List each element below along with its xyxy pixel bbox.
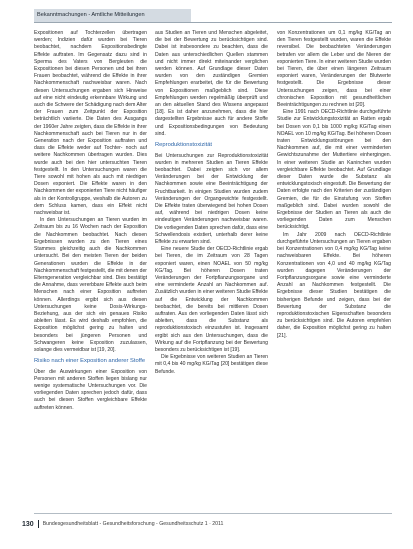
text-column-3 (277, 30, 391, 519)
footer-rule (34, 513, 392, 514)
body-paragraph: Über die Auswirkungen einer Exposition von Personen mit anderen Stoffen liegen bislang nur wenige systematische Untersuchungen vor. Die vorliegenden Daten sprechen jedoch dafür, dass auch bei diesen Stoffen vergleichbare Effekte auftreten können. (34, 368, 147, 411)
body-paragraph: Bei Untersuchungen zur Reproduktionstoxizität wurden in mehreren Studien an Tieren Effekte beobachtet. Dabei zeigten sich vor allem Veränderungen bei der Entwicklung der Nachkommen sowie eine Beeinträchtigung der Fruchtbarkeit. In einigen Studien wurden zudem Veränderungen der Organgewichte festgestellt. Die Effekte traten überwiegend bei hohen Dosen auf, während bei niedrigen Dosen keine eindeutigen Veränderungen nachweisbar waren. Die vorliegenden Daten sprechen dafür, dass eine Schwellendosis existiert, unterhalb derer keine Effekte zu erwarten sind. (155, 152, 268, 245)
text-column-1 (34, 30, 147, 519)
section-heading: Reproduktionstoxizität (155, 142, 213, 149)
body-paragraph: Eine 1991 nach OECD-Richtlinie durchgeführte Studie zur Entwicklungstoxizität an Ratten ergab bei Dosen von 0,1 bis 1000 mg/kg KG/Tag einen NOAEL von 10 mg/kg KG/Tag. Bei höheren Dosen traten Entwicklungsstörungen bei den Nachkommen auf, die mit einer verminderten Gewichtszunahme der Muttertiere einhergingen. In einer weiteren Studie an Kaninchen wurden vergleichbare Effekte beobachtet. Auf Grundlage dieser Daten wurde die Substanz als entwicklungstoxisch eingestuft. Die Bewertung der Daten erfolgte nach den Kriterien der zuständigen Gremien, die für die Einstufung von Stoffen maßgeblich sind. Dabei wurden sowohl die Ergebnisse der Studien an Tieren als auch die vorliegenden Daten zum Menschen berücksichtigt. (277, 109, 391, 231)
header-rule (34, 22, 392, 23)
body-paragraph: aus Studien an Tieren und Menschen abgeleitet, die bei der Bewertung zu berücksichtigen sind. Dabei ist insbesondere zu beachten, dass die Daten aus unterschiedlichen Quellen stammen und nicht immer direkt miteinander verglichen werden können. Auf Grundlage dieser Daten wurden von den zuständigen Gremien Empfehlungen erarbeitet, die für die Bewertung von Expositionen maßgeblich sind. Diese Empfehlungen werden regelmäßig überprüft und an den aktuellen Stand des Wissens angepasst [18]. Es ist daher anzunehmen, dass die hier dargestellten Ergebnisse auch für andere Stoffe und Expositionsbedingungen von Bedeutung sind. (155, 30, 268, 137)
section-header: Bekanntmachungen - Amtliche Mitteilungen (34, 9, 191, 22)
page-number: 130 (22, 520, 34, 528)
body-paragraph: Expositionen auf Tochterzellen übertragen werden; Indizien dafür wurden bei Tieren beobachtet, nachdem Expositionsbedingte Effekte auftraten. Im Gegensatz dazu sind in Sperma des Vaters von Bergleuten die Expositionen bei diesen Personen und bei ihren Frauen beobachtet, während die Effekte in ihrer Nachkommenschaft nachweisbar waren. Nach diesen Untersuchungen ergaben sich Hinweise auf eine nicht eindeutig erkennbare Wirkung und auch die Schwere der Schädigung nach dem Alter der Frauen zum Zeitpunkt der Exposition beträchtlich variierte. Die Daten des Ausgangs der 1960er Jahre zeigten, dass die Effekte in ihrer Nachkommenschaft auch bei Tieren nur in der Generation nach der Exposition auftraten und dass die Effekte weder auf Tochter- noch auf weitere Nachkommen übertragen wurden. Dies wurde auch bei den hier untersuchten Tieren festgestellt. In den Untersuchungen waren die Tiere sowohl mit hohen als auch mit niedrigen Dosen exponiert. Die Effekte waren in den Nachkommen der exponierten Tiere nicht häufiger als in der Kontrollgruppe, weshalb die Autoren zu dem Schluss kamen, dass ein Effekt nicht nachweisbar ist. (34, 30, 147, 217)
journal-citation: Bundesgesundheitsblatt - Gesundheitsforschung - Gesundheitsschutz 1 · 2011 (42, 521, 224, 527)
text-column-2 (155, 30, 268, 519)
body-paragraph: Eine neuere Studie der OECD-Richtlinie ergab bei Tieren, die im Zeitraum von 28 Tagen exponiert waren, einen NOAEL von 50 mg/kg KG/Tag. Bei höheren Dosen traten Veränderungen der Fortpflanzungsorgane und eine verminderte Anzahl an Nachkommen auf. Zusätzlich wurden in einer weiteren Studie Effekte auf die Entwicklung der Nachkommen beobachtet, die bereits bei mittleren Dosen auftraten. Aus den vorliegenden Daten lässt sich ableiten, dass die Substanz als reproduktionstoxisch einzustufen ist. Insgesamt ergibt sich aus den Untersuchungen, dass die Wirkung auf die Fortpflanzung bei der Bewertung besonders zu berücksichtigen ist [19]. (155, 246, 268, 354)
body-paragraph: Die Ergebnisse von weiteren Studien an Tieren mit 0,4 bis 40 mg/kg KG/Tag [20] bestätigen diese Befunde. (155, 354, 268, 375)
page-footer (22, 519, 223, 529)
section-heading: Risiko nach einer Exposition anderer Stoffe (34, 358, 146, 365)
footer-divider (38, 520, 39, 528)
body-paragraph: Im Jahr 2009 nach OECD-Richtlinie durchgeführte Untersuchungen an Tieren ergaben bei Konzentrationen von 0,4 mg/kg KG/Tag keine nachweisbaren Effekte. Bei höheren Konzentrationen von 4,0 und 40 mg/kg KG/Tag wurden dagegen Veränderungen der Fortpflanzungsorgane sowie eine verminderte Anzahl an Nachkommen festgestellt. Die Ergebnisse dieser Studien bestätigen die bisherigen Befunde und zeigen, dass bei der Bewertung der Substanz die reproduktionstoxischen Eigenschaften besonders zu berücksichtigen sind. Die Autoren empfehlen daher, die Exposition möglichst gering zu halten [21]. (277, 231, 391, 339)
body-paragraph: von Konzentrationen um 0,1 mg/kg KG/Tag an den Tieren festgestellt wurden, waren die Effekte reversibel. Die beobachteten Veränderungen betrafen vor allem die Leber und die Nieren der exponierten Tiere. In einer weiteren Studie wurden bei Tieren, die über einen längeren Zeitraum exponiert waren, Veränderungen der Blutwerte festgestellt. Die Ergebnisse dieser Untersuchungen zeigen, dass bei einer chronischen Exposition mit gesundheitlichen Beeinträchtigungen zu rechnen ist [20]. (277, 30, 391, 109)
body-paragraph: In den Untersuchungen an Tieren wurden im Zeitraum bis zu 16 Wochen nach der Exposition die Nachkommen beobachtet. Nach diesen Ergebnissen wurden zu den Tieren eines Stammes gleichzeitig auch die Nachkommen untersucht. Bei den meisten Tieren der beiden Generationen wurden die Effekte in der Nachkommenschaft festgestellt, die mit denen der Elterngeneration vergleichbar sind. Dies bestätigt die Annahme, dass vererbbare Effekte auch beim Menschen nach einer Exposition auftreten können. Allerdings ergibt sich aus diesen Untersuchungen keine Dosis-Wirkungs-Beziehung, aus der sich ein genaues Risiko ableiten lässt. Es wird deshalb empfohlen, die Exposition möglichst gering zu halten und besonders bei jüngeren Personen und Schwangeren keine Exposition zuzulassen, solange dies vermeidbar ist [19, 20]. (34, 217, 147, 353)
